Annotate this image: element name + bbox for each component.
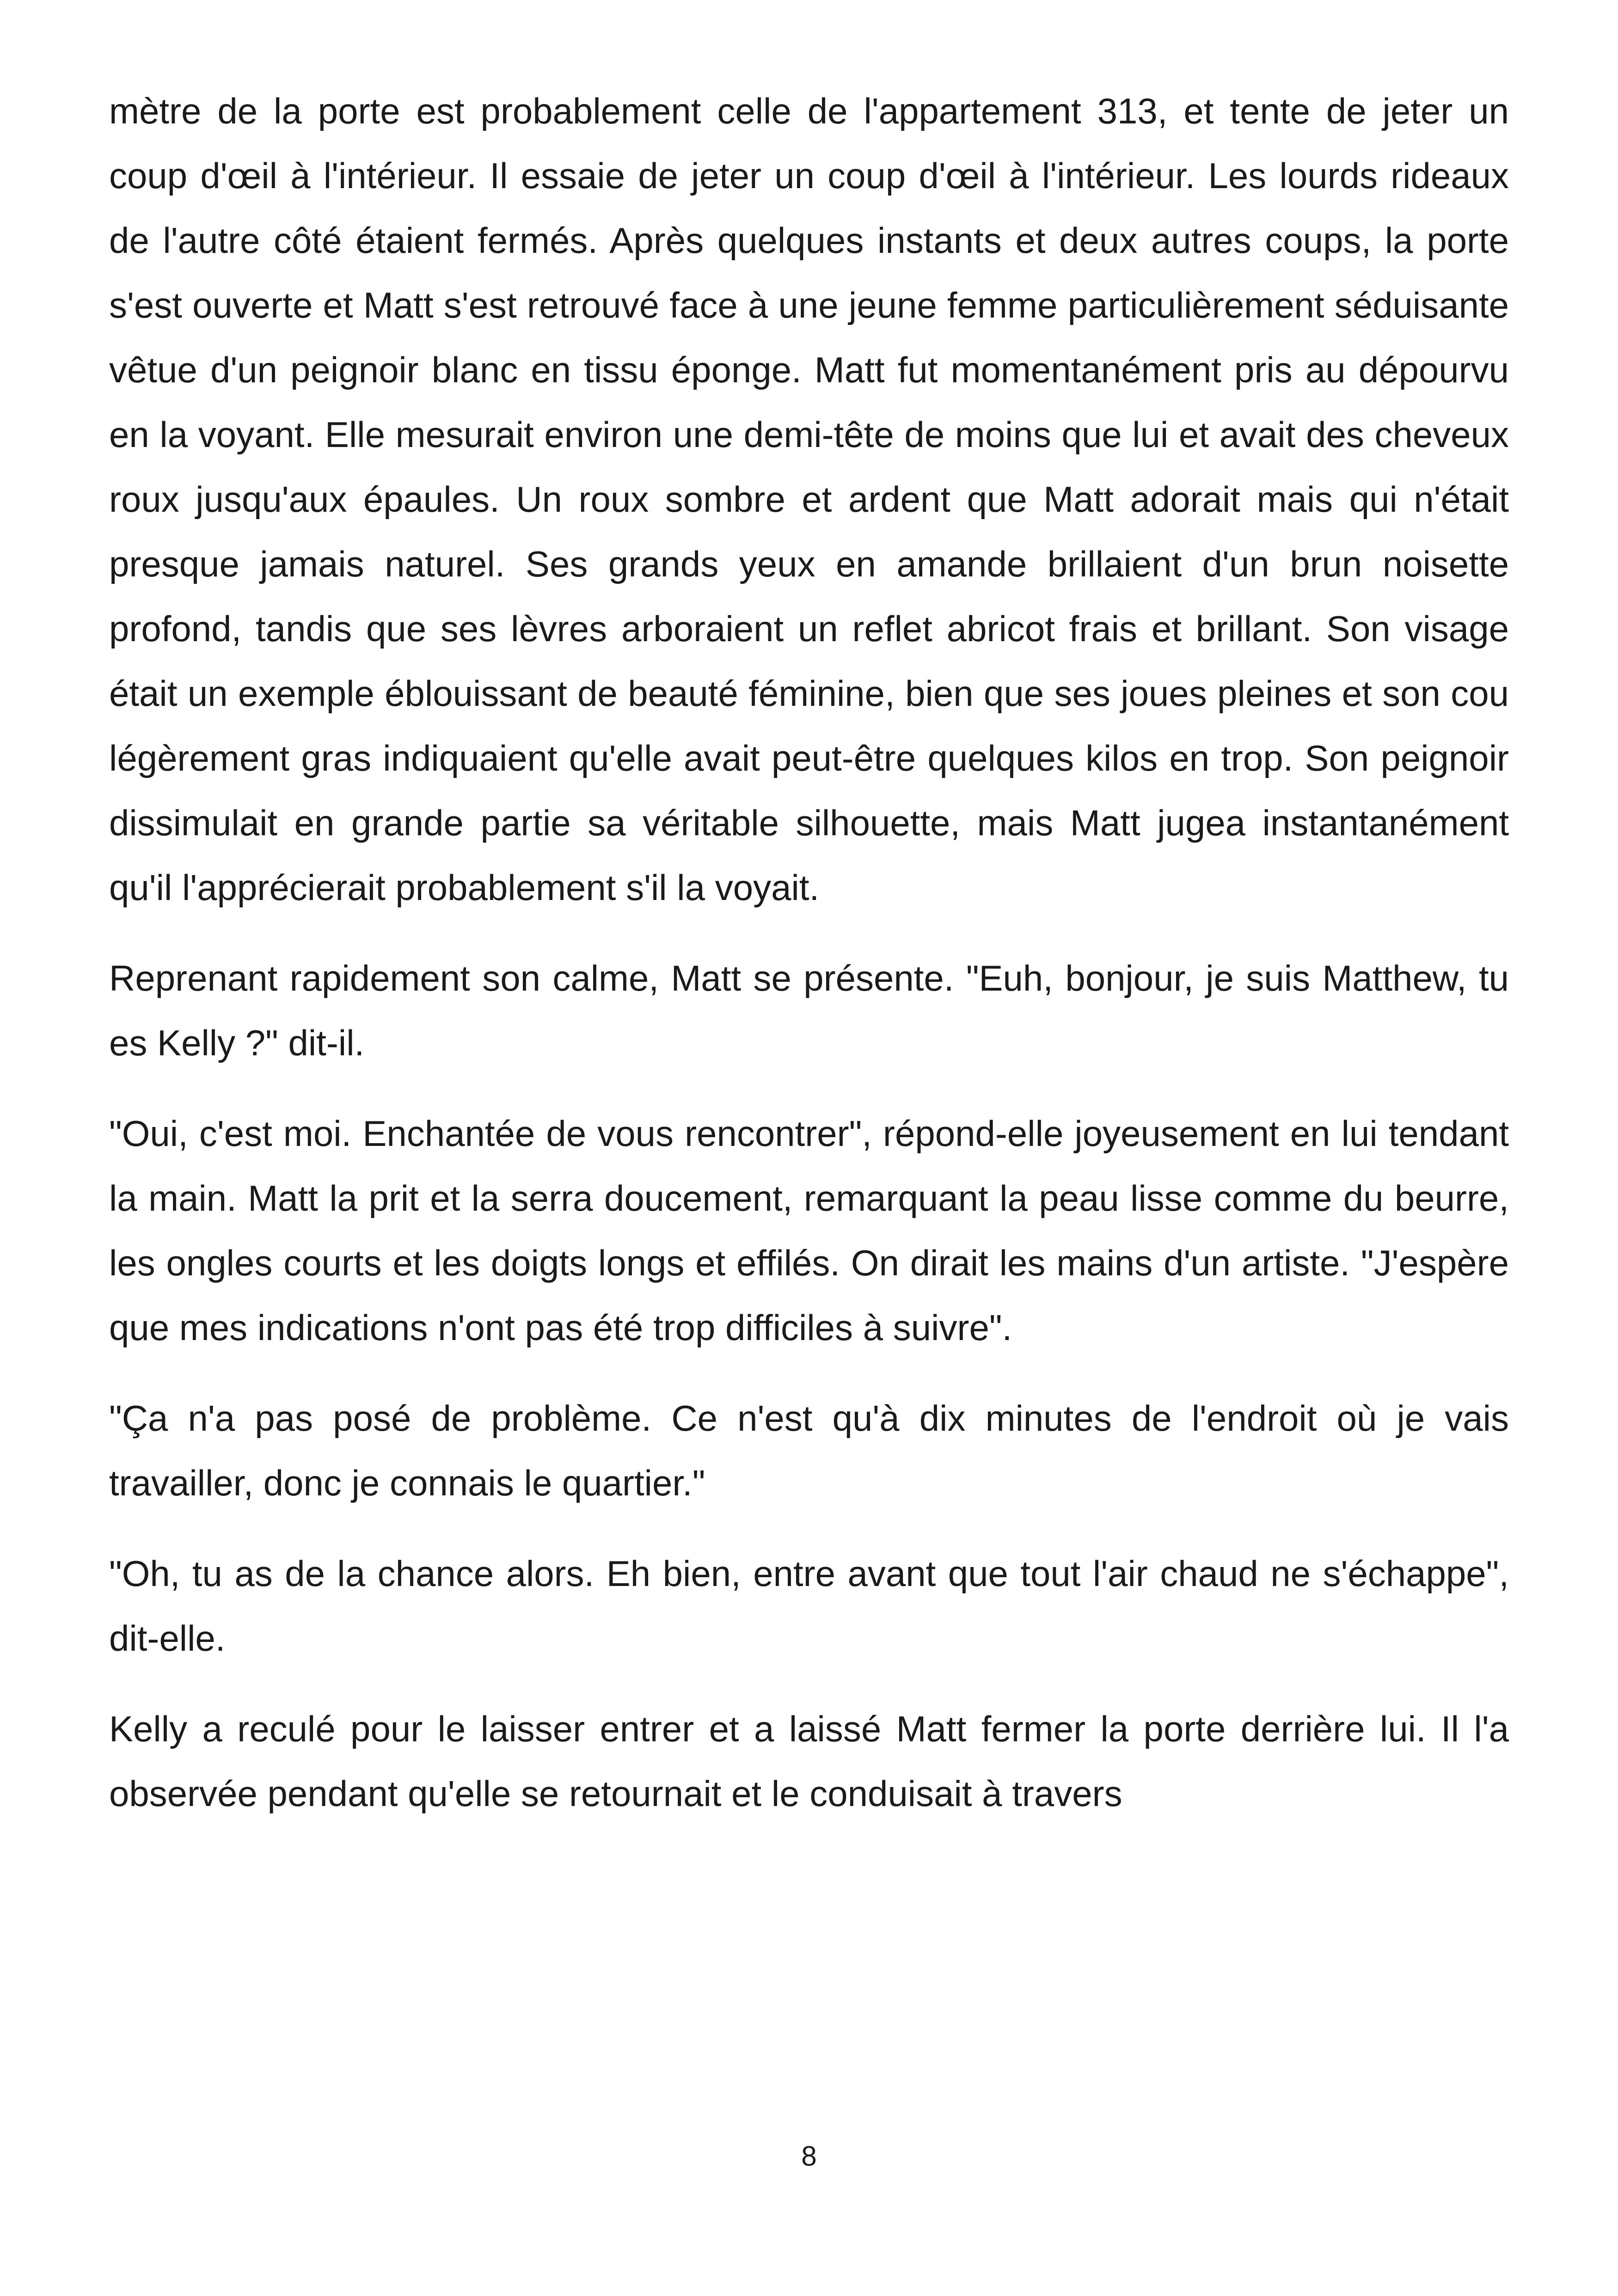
paragraph-1: mètre de la porte est probablement celle de l'appartement 313, et tente de jeter un coup d'œil à l'intérieur. Il essaie de jeter un coup d'œil à l'intérieur. Les lourds rideaux de l'autre côté étaient fermés. Après quelques instants et deux autres coups, la porte s'est ouverte et Matt s'est retrouvé face à une jeune femme particulièrement séduisante vêtue d'un peignoir blanc en tissu éponge. Matt fut momentanément pris au dépourvu en la voyant. Elle mesurait environ une demi-tête de moins que lui et avait des cheveux roux jusqu'aux épaules. Un roux sombre et ardent que Matt adorait mais qui n'était presque jamais naturel. Ses grands yeux en amande brillaient d'un brun noisette profond, tandis que ses lèvres arboraient un reflet abricot frais et brillant. Son visage était un exemple éblouissant de beauté féminine, bien que ses joues pleines et son cou légèrement gras indiquaient qu'elle avait peut-être quelques kilos en trop. Son peignoir dissimulait en grande partie sa véritable silhouette, mais Matt jugea instantanément qu'il l'apprécierait probablement s'il la voyait.: [109, 91, 1509, 908]
body-text: [109, 79, 1509, 1852]
paragraph-5: "Oh, tu as de la chance alors. Eh bien, entre avant que tout l'air chaud ne s'échappe", dit-elle.: [109, 1553, 1509, 1659]
paragraph-4: "Ça n'a pas posé de problème. Ce n'est qu'à dix minutes de l'endroit où je vais travailler, donc je connais le quartier.": [109, 1398, 1509, 1503]
page-number: 8: [801, 2141, 817, 2172]
paragraph-2: Reprenant rapidement son calme, Matt se présente. "Euh, bonjour, je suis Matthew, tu es Kelly ?" dit-il.: [109, 958, 1509, 1063]
paragraph-6: Kelly a reculé pour le laisser entrer et a laissé Matt fermer la porte derrière lui. Il l'a observée pendant qu'elle se retournait et le conduisait à travers: [109, 1708, 1509, 1814]
paragraph-3: "Oui, c'est moi. Enchantée de vous rencontrer", répond-elle joyeusement en lui tendant la main. Matt la prit et la serra doucement, remarquant la peau lisse comme du beurre, les ongles courts et les doigts longs et effilés. On dirait les mains d'un artiste. "J'espère que mes indications n'ont pas été trop difficiles à suivre".: [109, 1113, 1509, 1348]
